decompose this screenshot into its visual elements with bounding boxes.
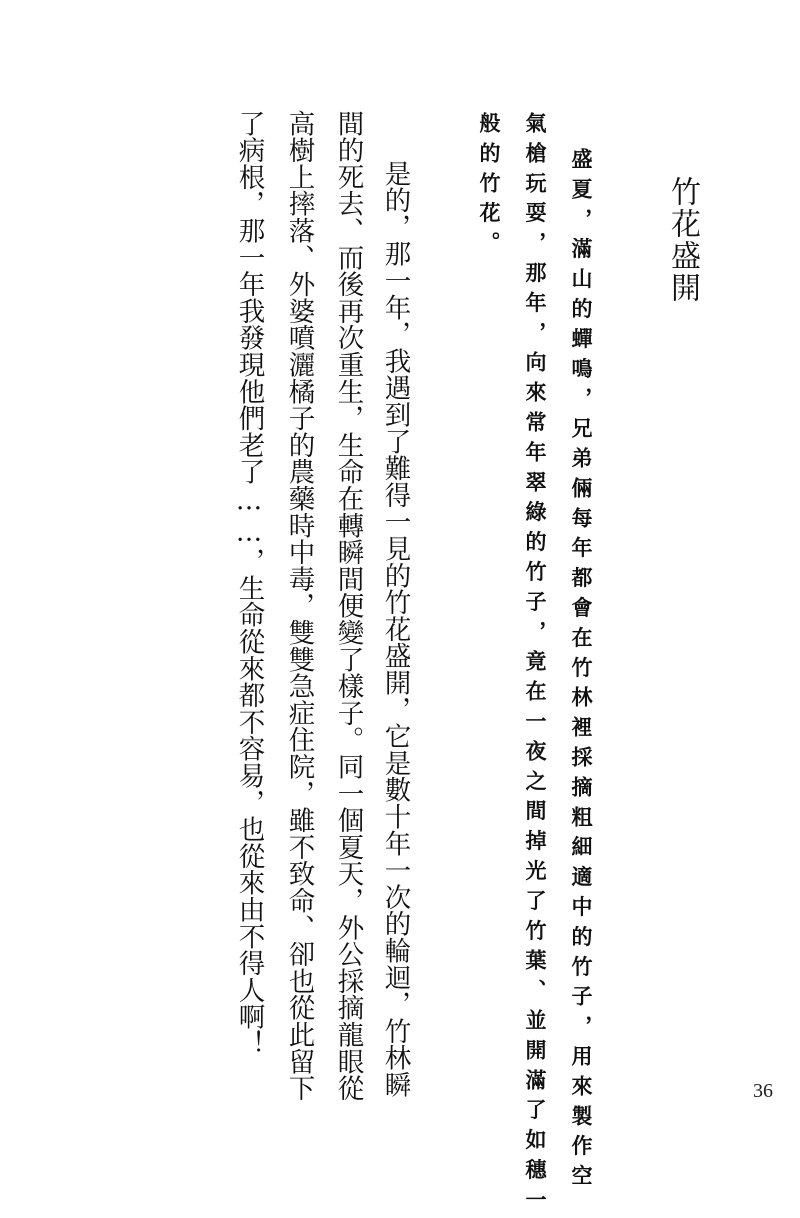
page-title: 竹花盛開 <box>665 176 700 304</box>
prose-line-3: 高樹上摔落、外婆噴灑橘子的農藥時中毒，雙雙急症住院，雖不致命、卻也從此留下 <box>283 110 315 1102</box>
prose-line-2: 間的死去、而後再次重生，生命在轉瞬間便變了樣子。同一個夏天，外公採摘龍眼從 <box>332 110 364 1102</box>
page-number: 36 <box>753 1080 773 1102</box>
poem-line-1: 盛夏，滿山的蟬鳴，兄弟倆每年都會在竹林裡採摘粗細適中的竹子，用來製作空 <box>569 148 594 1195</box>
prose-line-4: 了病根，那一年我發現他們老了……，生命從來都不容易，也從來由不得人啊！ <box>233 110 265 1057</box>
prose-line-1: 是的，那一年，我遇到了難得一見的竹花盛開，它是數十年一次的輪迴，竹林瞬 <box>379 160 411 1098</box>
poem-line-3: 般的竹花。 <box>477 112 502 262</box>
poem-line-2: 氣槍玩耍，那年，向來常年翠綠的竹子，竟在一夜之間掉光了竹葉、並開滿了如穗一 <box>523 112 548 1218</box>
